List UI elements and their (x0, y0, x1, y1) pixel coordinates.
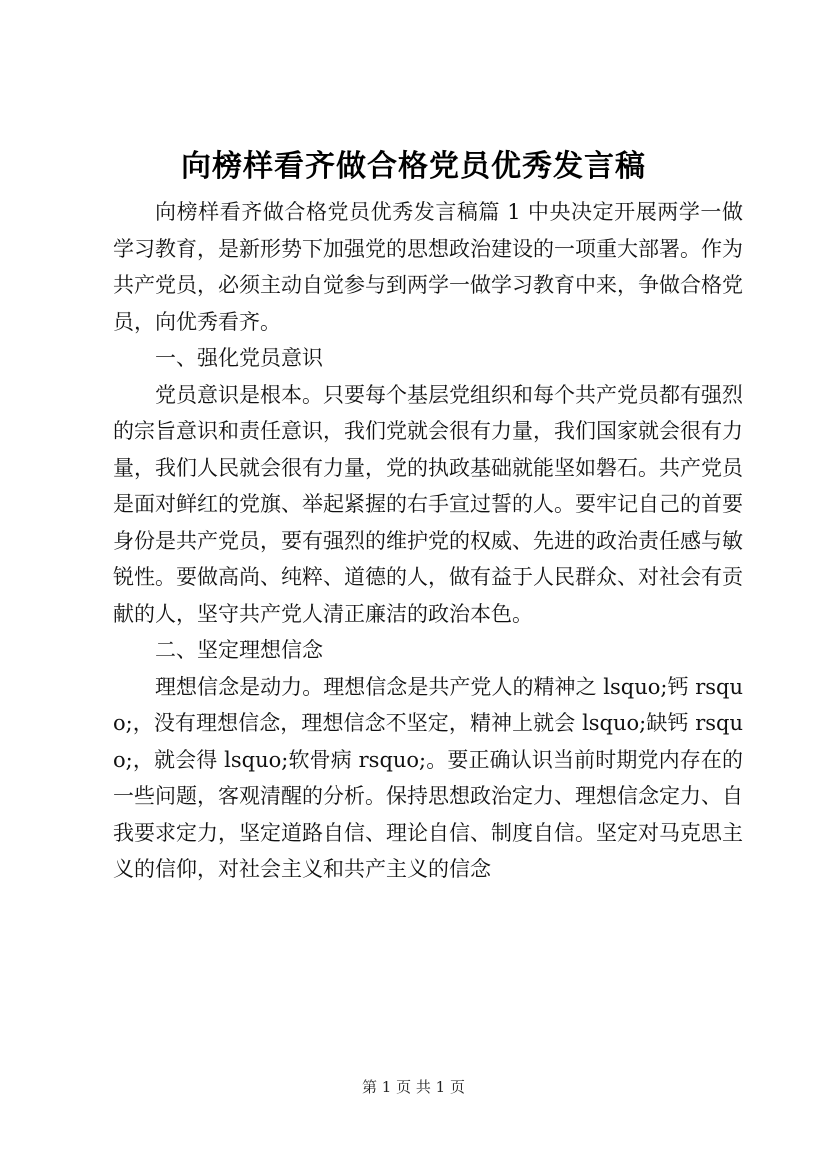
document-body (113, 194, 743, 888)
page-footer: 第 1 页 共 1 页 (362, 1078, 465, 1096)
paragraph-intro: 向榜样看齐做合格党员优秀发言稿篇 1 中央决定开展两学一做学习教育，是新形势下加强党的思想政治建设的一项重大部署。作为共产党员，必须主动自觉参与到两学一做学习教育中来，争做合格党员，向优秀看齐。 (113, 200, 743, 334)
section-heading-1: 一、强化党员意识 (155, 346, 323, 370)
paragraph-ideals-beliefs: 理想信念是动力。理想信念是共产党人的精神之 lsquo;钙 rsquo;，没有理想信念，理想信念不坚定，精神上就会 lsquo;缺钙 rsquo;，就会得 lsquo;软骨病 rsquo;。要正确认识当前时期党内存在的一些问题，客观清醒的分析。保持思想政治定力、理想信念定力、自我要求定力，坚定道路自信、理论自信、制度自信。坚定对马克思主义的信仰，对社会主义和共产主义的信念 (113, 674, 743, 881)
section-heading-2: 二、坚定理想信念 (155, 638, 323, 662)
document-title: 向榜样看齐做合格党员优秀发言稿 (181, 149, 646, 184)
paragraph-party-awareness: 党员意识是根本。只要每个基层党组织和每个共产党员都有强烈的宗旨意识和责任意识，我们党就会很有力量，我们国家就会很有力量，我们人民就会很有力量，党的执政基础就能坚如磐石。共产党员是面对鲜红的党旗、举起紧握的右手宣过誓的人。要牢记自己的首要身份是共产党员，要有强烈的维护党的权威、先进的政治责任感与敏锐性。要做高尚、纯粹、道德的人，做有益于人民群众、对社会有贡献的人，坚守共产党人清正廉洁的政治本色。 (113, 382, 743, 626)
